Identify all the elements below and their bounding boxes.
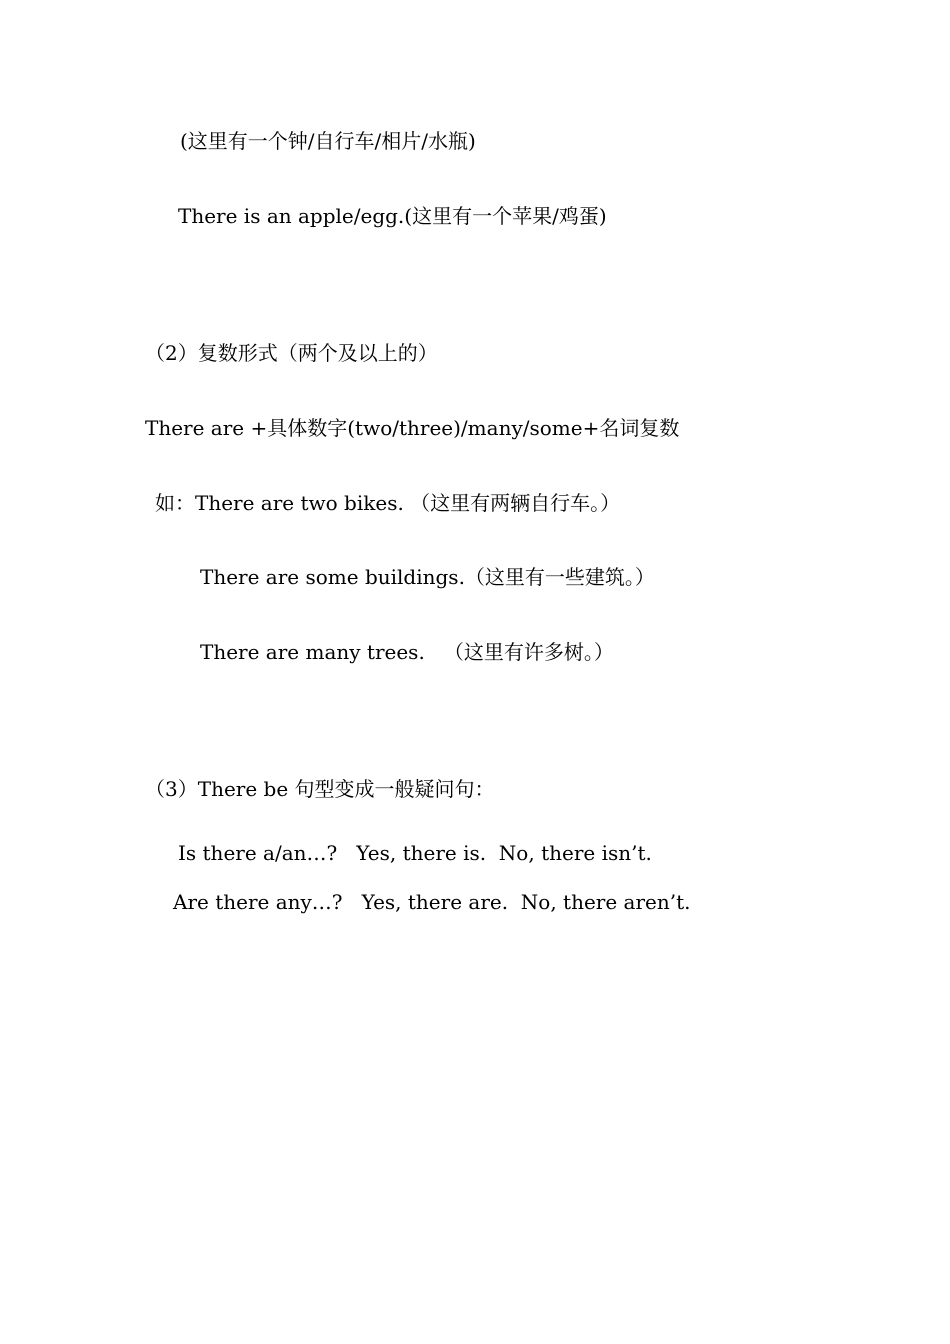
question-singular: Is there a/an…? Yes, there is. No, there isn’t.: [178, 841, 652, 865]
example-singular-objects: (这里有一个钟/自行车/相片/水瓶): [180, 129, 476, 153]
example-plural-buildings: There are some buildings.（这里有一些建筑。）: [200, 565, 655, 589]
section-heading-question: （3）There be 句型变成一般疑问句：: [145, 777, 495, 801]
plural-rule: There are +具体数字(two/three)/many/some+名词复数: [145, 416, 680, 440]
example-plural-bikes: 如：There are two bikes. （这里有两辆自行车。）: [155, 491, 621, 515]
section-heading-plural: （2）复数形式（两个及以上的）: [145, 341, 438, 365]
example-plural-trees: There are many trees. （这里有许多树。）: [200, 640, 614, 664]
example-singular-apple: There is an apple/egg.(这里有一个苹果/鸡蛋): [178, 204, 607, 228]
question-plural: Are there any…? Yes, there are. No, there aren’t.: [173, 890, 691, 914]
